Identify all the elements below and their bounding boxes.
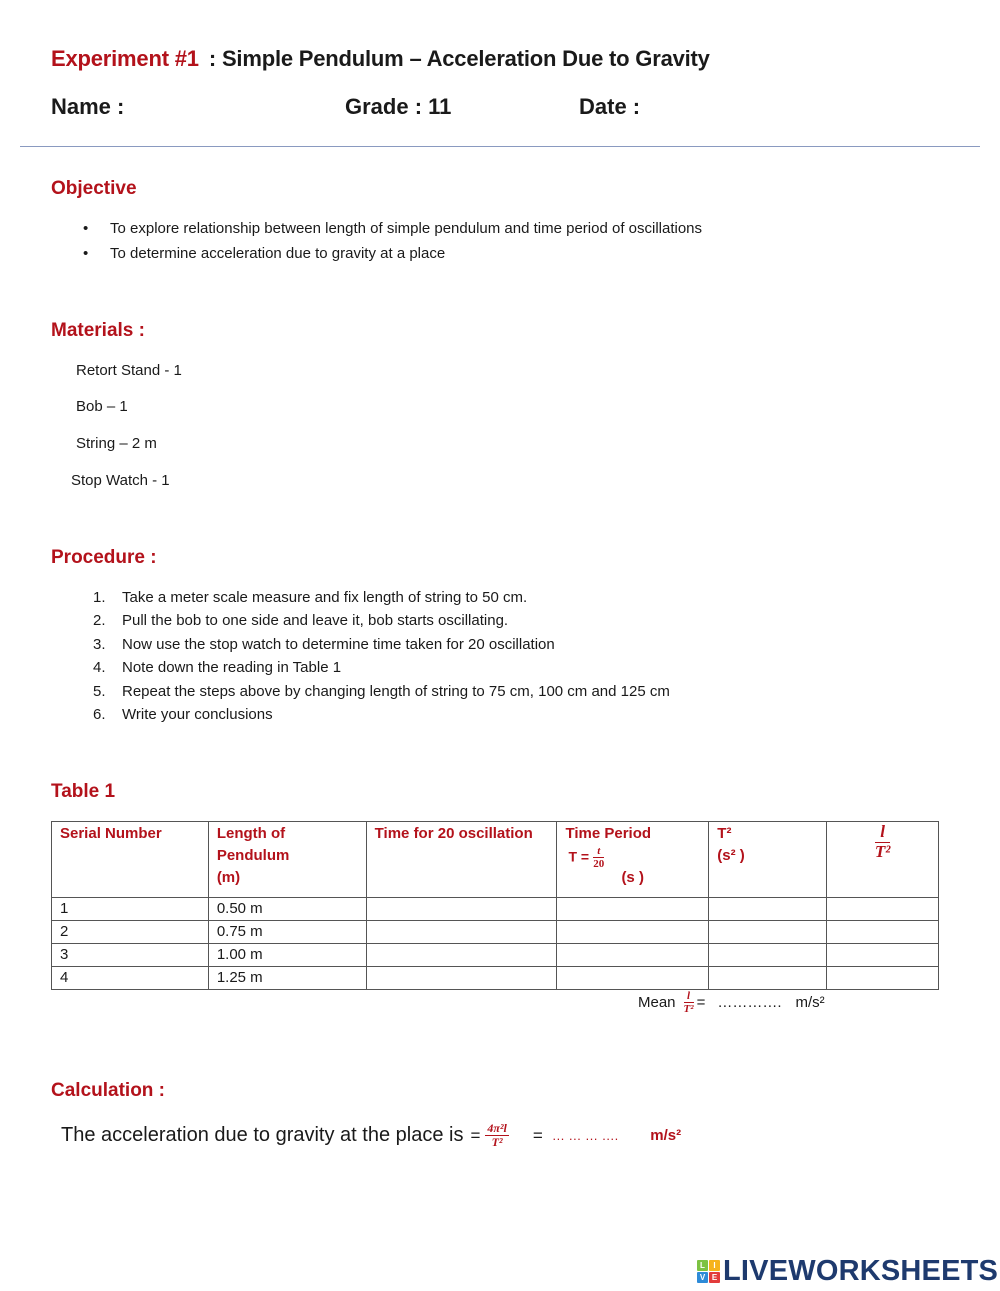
cell-length: 1.00 m [208,944,366,967]
cell-time20[interactable] [366,944,557,967]
gravity-answer-blank[interactable]: … … … …. [551,1128,619,1144]
cell-period[interactable] [557,967,709,990]
cell-period[interactable] [557,898,709,921]
calculation-heading: Calculation : [51,1080,166,1101]
name-label: Name : [51,94,125,119]
date-label: Date : [579,94,641,119]
procedure-step: 4. Note down the reading in Table 1 [93,659,342,676]
material-item: Stop Watch - 1 [71,472,170,489]
cell-ratio[interactable] [827,967,939,990]
cell-serial: 1 [52,898,209,921]
col-serial-number: Serial Number [52,822,209,898]
material-item: Bob – 1 [76,398,128,415]
gravity-unit: m/s² [650,1127,682,1145]
mean-line: Mean $\frac{l}{\text{T²}}$ = …………. m/s² [638,990,825,1016]
procedure-step: 2. Pull the bob to one side and leave it, bob starts oscillating. [93,612,509,629]
cell-t2[interactable] [709,921,827,944]
logo-text: LIVEWORKSHEETS [723,1255,999,1287]
col-length: Length of Pendulum (m) [208,822,366,898]
mean-unit: m/s² [795,994,825,1012]
col-time-20-oscillations: Time for 20 oscillation [366,822,557,898]
experiment-name: Simple Pendulum – Acceleration Due to Gravity [221,46,710,71]
cell-ratio[interactable] [827,921,939,944]
calculation-sentence: The acceleration due to gravity at the place is [61,1124,464,1147]
cell-t2[interactable] [709,944,827,967]
mean-label: Mean [638,994,676,1012]
experiment-number: Experiment #1 [51,46,199,71]
procedure-step: 5. Repeat the steps above by changing length of string to 75 cm, 100 cm and 125 cm [93,683,670,700]
cell-t2[interactable] [709,898,827,921]
cell-serial: 3 [52,944,209,967]
title-separator: : [208,46,216,71]
cell-time20[interactable] [366,921,557,944]
table-row [52,944,939,967]
table-header-row [52,822,939,898]
materials-heading: Materials : [51,320,145,341]
material-item: String – 2 m [76,435,157,452]
procedure-step: 6. Write your conclusions [93,706,273,723]
mean-fraction: $\frac{l}{\text{T²}}$ [683,990,694,1016]
cell-ratio[interactable] [827,898,939,921]
cell-time20[interactable] [366,967,557,990]
col-l-over-t-squared: $\frac{l}{\text{T²}}$ [827,822,939,898]
table-row [52,898,939,921]
mean-answer-blank[interactable]: …………. [717,994,782,1012]
cell-length: 1.25 m [208,967,366,990]
procedure-heading: Procedure : [51,547,157,568]
cell-length: 0.50 m [208,898,366,921]
col-t-squared: T² (s² ) [709,822,827,898]
cell-time20[interactable] [366,898,557,921]
cell-length: 0.75 m [208,921,366,944]
liveworksheets-logo [697,1255,998,1288]
observation-table [51,821,939,990]
cell-ratio[interactable] [827,944,939,967]
header-divider [20,146,980,147]
table1-heading: Table 1 [51,781,116,802]
col-time-period: Time Period T = $\frac{t}{20}$ (s ) [557,822,709,898]
procedure-step: 1. Take a meter scale measure and fix length of string to 50 cm. [93,589,528,606]
material-item: Retort Stand - 1 [76,362,182,379]
cell-period[interactable] [557,921,709,944]
grade-label: Grade : 11 [345,94,452,119]
procedure-step: 3. Now use the stop watch to determine time taken for 20 oscillation [93,636,555,653]
table-row [52,967,939,990]
table-row [52,921,939,944]
calculation-line: The acceleration due to gravity at the place is = $\frac{\text{4π²l}}{\text{T²}}$ = … … … …. m/s² [61,1121,682,1150]
cell-t2[interactable] [709,967,827,990]
cell-serial: 4 [52,967,209,990]
cell-period[interactable] [557,944,709,967]
cell-serial: 2 [52,921,209,944]
gravity-formula: $\frac{\text{4π²l}}{\text{T²}}$ [487,1121,507,1150]
logo-tiles-icon: L I V E [697,1260,720,1283]
objective-heading: Objective [51,178,137,199]
experiment-title [51,46,710,72]
